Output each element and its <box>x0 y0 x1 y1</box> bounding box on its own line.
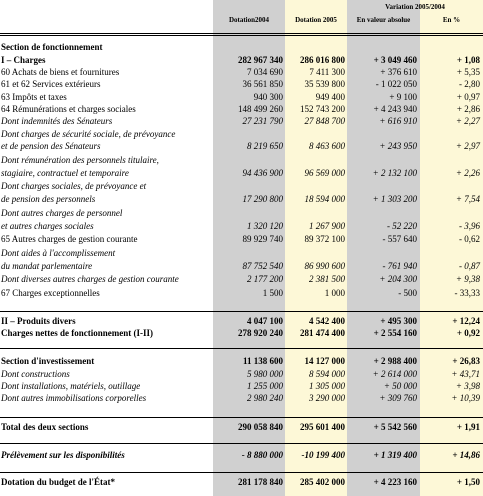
cell-variation-pct: + 1,50 <box>456 477 480 487</box>
cell-dotation-2004: 278 920 240 <box>238 328 283 338</box>
cell-variation-pct: + 2,27 <box>455 116 480 126</box>
cell-dotation-2004: 8 219 650 <box>247 141 283 151</box>
cell-variation-pct: - 0,87 <box>459 261 480 271</box>
row-label: Dont diverses autres charges de gestion courante <box>1 274 179 284</box>
row-label: de pension des personnels <box>1 194 96 204</box>
cell-dotation-2005: 949 400 <box>315 92 345 102</box>
row-label: Prélèvement sur les disponibilités <box>1 450 125 460</box>
cell-dotation-2005: 2 381 500 <box>309 274 345 284</box>
row-label: Dont installations, matériels, outillage <box>1 381 141 391</box>
row-label: 63 Impôts et taxes <box>1 92 67 102</box>
cell-variation-valeur: + 1 319 400 <box>373 450 417 460</box>
cell-variation-valeur: + 616 910 <box>379 116 417 126</box>
cell-dotation-2005: 1 000 <box>324 288 345 298</box>
cell-dotation-2005: 285 402 000 <box>300 477 345 487</box>
cell-variation-valeur: + 243 950 <box>379 141 417 151</box>
cell-variation-pct: + 2,86 <box>456 104 480 114</box>
cell-variation-valeur: - 761 940 <box>382 261 417 271</box>
cell-dotation-2005: 89 372 100 <box>304 234 345 244</box>
cell-variation-pct: - 0,62 <box>459 234 480 244</box>
cell-dotation-2004: 11 138 600 <box>242 356 283 366</box>
row-label: I – Charges <box>1 55 46 65</box>
cell-dotation-2004: 87 752 540 <box>242 261 283 271</box>
cell-variation-valeur: + 204 300 <box>379 274 417 284</box>
cell-variation-pct: - 33,33 <box>454 288 480 298</box>
divider <box>0 417 483 418</box>
cell-variation-valeur: + 4 223 160 <box>373 477 417 487</box>
cell-variation-pct: + 1,91 <box>456 422 480 432</box>
row-label: et autres charges sociales <box>1 221 94 231</box>
cell-variation-valeur: + 2 554 160 <box>373 328 417 338</box>
cell-variation-valeur: + 495 300 <box>380 316 417 326</box>
cell-variation-valeur: + 4 243 940 <box>373 104 417 114</box>
cell-variation-pct: + 1,08 <box>456 55 480 65</box>
cell-variation-pct: + 10,39 <box>451 393 480 403</box>
cell-dotation-2004: 940 300 <box>253 92 283 102</box>
cell-dotation-2004: 2 980 240 <box>247 393 283 403</box>
row-label: Dont autres immobilisations corporelles <box>1 393 147 403</box>
cell-dotation-2005: 286 016 800 <box>300 55 345 65</box>
cell-dotation-2005: 4 542 400 <box>309 316 345 326</box>
row-label: Section d'investissement <box>1 356 95 366</box>
row-label: Total des deux sections <box>1 422 89 432</box>
header-col-2004: Dotation2004 <box>228 16 270 24</box>
header-col-2005: Dotation 2005 <box>295 16 337 24</box>
cell-dotation-2005: 1 305 000 <box>309 381 345 391</box>
cell-dotation-2004: 290 058 840 <box>238 422 283 432</box>
cell-dotation-2005: 8 463 600 <box>309 141 345 151</box>
cell-variation-pct: + 0,97 <box>456 92 480 102</box>
cell-dotation-2005: 14 127 000 <box>304 356 345 366</box>
divider <box>0 472 483 473</box>
divider <box>0 348 483 349</box>
row-label: et de pension des Sénateurs <box>1 141 101 151</box>
cell-dotation-2005: 86 990 600 <box>304 261 345 271</box>
divider <box>0 33 483 34</box>
cell-dotation-2004: 1 320 120 <box>247 221 283 231</box>
row-label: Dont aides à l'accomplissement <box>1 248 116 258</box>
cell-dotation-2005: 18 594 000 <box>304 194 345 204</box>
cell-variation-pct: + 0,92 <box>456 328 480 338</box>
cell-dotation-2004: 282 967 340 <box>238 55 283 65</box>
cell-dotation-2005: 1 267 900 <box>309 221 345 231</box>
cell-dotation-2004: 1 255 000 <box>247 381 283 391</box>
cell-variation-valeur: + 50 000 <box>383 381 417 391</box>
cell-variation-pct: - 3,96 <box>459 221 480 231</box>
cell-variation-pct: + 5,35 <box>456 67 480 77</box>
row-label: stagiaire, contractuel et temporaire <box>1 168 129 178</box>
cell-variation-pct: + 12,24 <box>452 316 480 326</box>
row-label: Dotation du budget de l'État* <box>1 477 116 487</box>
cell-variation-pct: + 2,97 <box>455 141 480 151</box>
row-label: 67 Charges exceptionnelles <box>1 288 100 298</box>
cell-dotation-2005: 295 601 400 <box>300 422 345 432</box>
cell-variation-valeur: + 5 542 560 <box>373 422 417 432</box>
divider <box>0 311 483 312</box>
row-label: Dont rémunération des personnels titulaire, <box>1 155 159 165</box>
cell-variation-valeur: + 2 988 400 <box>373 356 417 366</box>
cell-dotation-2004: 89 929 740 <box>242 234 283 244</box>
cell-variation-pct: + 14,86 <box>452 450 480 460</box>
row-label: II – Produits divers <box>1 316 76 326</box>
cell-variation-pct: + 7,54 <box>455 194 480 204</box>
cell-dotation-2004: 1 500 <box>262 288 283 298</box>
cell-variation-pct: + 9,38 <box>455 274 480 284</box>
row-label: Dont autres charges de personnel <box>1 208 123 218</box>
cell-dotation-2004: 148 499 260 <box>238 104 283 114</box>
cell-dotation-2004: 4 047 100 <box>247 316 283 326</box>
cell-variation-pct: - 2,80 <box>459 79 480 89</box>
cell-variation-valeur: + 9 100 <box>389 92 417 102</box>
cell-variation-pct: + 2,26 <box>455 168 480 178</box>
cell-dotation-2004: 94 436 900 <box>242 168 283 178</box>
cell-variation-valeur: + 309 760 <box>379 393 417 403</box>
cell-dotation-2005: -10 199 400 <box>301 450 345 460</box>
cell-variation-valeur: - 557 640 <box>382 234 417 244</box>
cell-variation-valeur: - 52 220 <box>387 221 417 231</box>
cell-variation-valeur: + 2 132 100 <box>372 168 417 178</box>
header-col-pct: En % <box>442 16 461 24</box>
cell-dotation-2004: 2 177 200 <box>247 274 283 284</box>
row-label: Dont constructions <box>1 369 70 379</box>
cell-variation-valeur: + 376 610 <box>380 67 417 77</box>
row-label: Dont indemnités des Sénateurs <box>1 116 113 126</box>
cell-variation-valeur: - 1 022 050 <box>375 79 417 89</box>
header-variation: Variation 2005/2004 <box>385 3 445 11</box>
header-col-valeur: En valeur absolue <box>356 16 411 24</box>
cell-dotation-2005: 8 594 000 <box>309 369 345 379</box>
row-label: 60 Achats de biens et fournitures <box>1 67 120 77</box>
cell-dotation-2005: 281 474 400 <box>300 328 345 338</box>
cell-dotation-2004: 17 290 800 <box>242 194 283 204</box>
row-label: 64 Rémunérations et charges sociales <box>1 104 136 114</box>
cell-variation-valeur: + 2 614 000 <box>372 369 417 379</box>
cell-variation-pct: + 43,71 <box>451 369 480 379</box>
row-label: du mandat parlementaire <box>1 261 93 271</box>
cell-dotation-2004: 27 231 790 <box>242 116 283 126</box>
cell-dotation-2005: 27 848 700 <box>304 116 345 126</box>
cell-dotation-2004: 5 980 000 <box>247 369 283 379</box>
cell-variation-pct: + 26,83 <box>452 356 480 366</box>
cell-dotation-2004: - 8 880 000 <box>241 450 283 460</box>
row-label: 65 Autres charges de gestion courante <box>1 234 138 244</box>
cell-dotation-2004: 7 034 690 <box>247 67 283 77</box>
row-label: Charges nettes de fonctionnement (I-II) <box>1 328 153 338</box>
cell-dotation-2004: 36 561 850 <box>242 79 283 89</box>
row-label: Dont charges de sécurité sociale, de prévoyance <box>1 129 176 139</box>
cell-variation-valeur: + 1 303 200 <box>372 194 417 204</box>
row-label: 61 et 62 Services extérieurs <box>1 79 101 89</box>
divider <box>0 443 483 444</box>
cell-variation-valeur: + 3 049 460 <box>373 55 417 65</box>
cell-dotation-2005: 96 569 000 <box>304 168 345 178</box>
cell-variation-valeur: - 500 <box>398 288 417 298</box>
cell-dotation-2004: 281 178 840 <box>238 477 283 487</box>
divider <box>0 35 483 36</box>
row-label: Section de fonctionnement <box>1 42 103 52</box>
cell-dotation-2005: 35 539 800 <box>304 79 345 89</box>
row-label: Dont charges sociales, de prévoyance et <box>1 181 147 191</box>
cell-dotation-2005: 7 411 300 <box>309 67 345 77</box>
cell-dotation-2005: 152 743 200 <box>300 104 345 114</box>
cell-variation-pct: + 3,98 <box>455 381 480 391</box>
cell-dotation-2005: 3 290 000 <box>309 393 345 403</box>
